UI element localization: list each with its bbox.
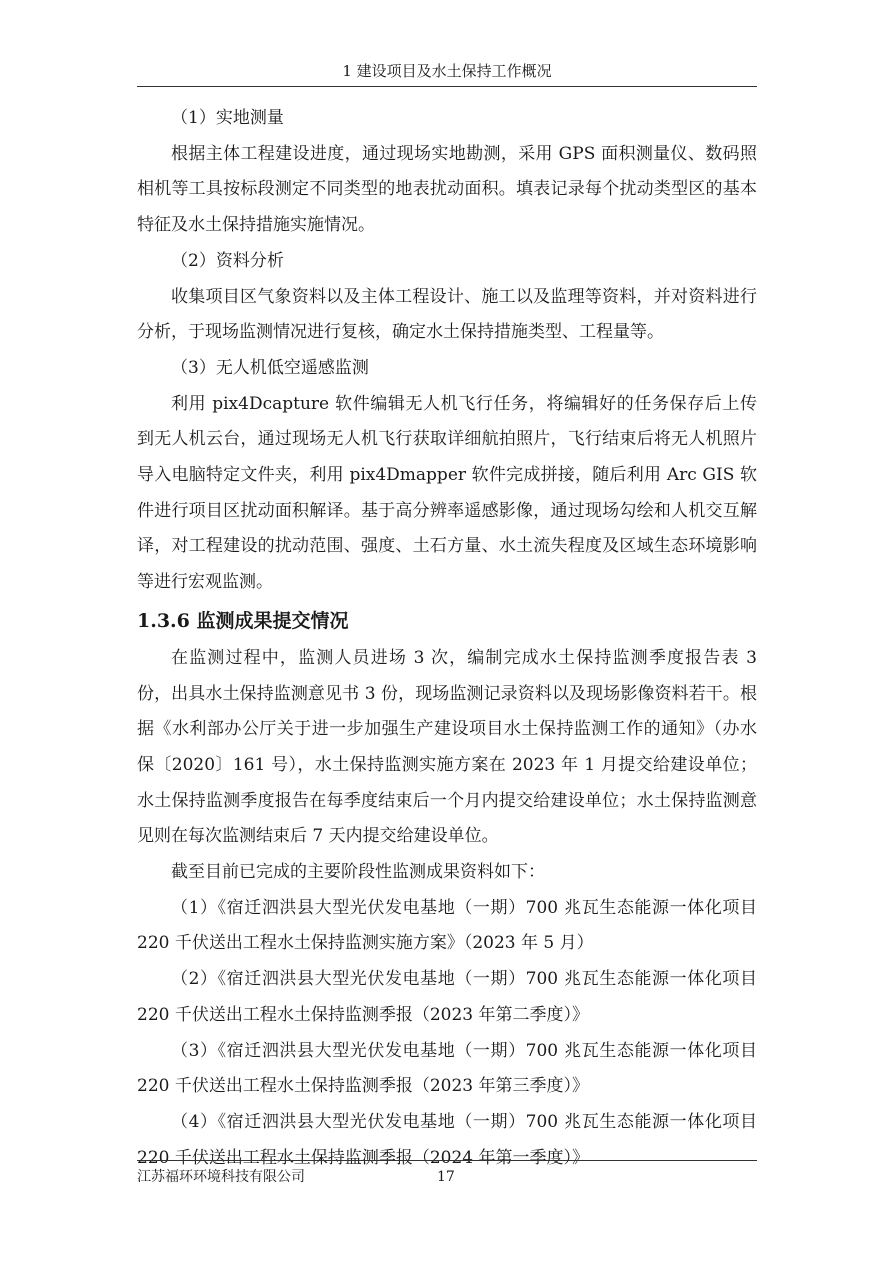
list-item-result-3: （3）《宿迁泗洪县大型光伏发电基地（一期）700 兆瓦生态能源一体化项目 220 千伏送出工程水土保持监测季报（2023 年第三季度）》: [137, 1040, 757, 1097]
paragraph-field-survey: 根据主体工程建设进度，通过现场实地勘测，采用 GPS 面积测量仪、数码照相机等工具按标段测定不同类型的地表扰动面积。填表记录每个扰动类型区的基本特征及水土保持措施实施情况。: [137, 143, 757, 236]
subsection-title-field-survey: （1）实地测量: [171, 108, 284, 128]
running-header: 1 建设项目及水土保持工作概况: [342, 62, 552, 80]
list-item-result-2: （2）《宿迁泗洪县大型光伏发电基地（一期）700 兆瓦生态能源一体化项目 220 千伏送出工程水土保持监测季报（2023 年第二季度）》: [137, 969, 757, 1025]
paragraph-results-intro: 截至目前已完成的主要阶段性监测成果资料如下：: [171, 862, 545, 883]
paragraph-submission-overview: 在监测过程中，监测人员进场 3 次，编制完成水土保持监测季度报告表 3 份，出具水土保持监测意见书 3 份，现场监测记录资料以及现场影像资料若干。根据《水利部办公厅关于进一步加强生产建设项目水土保持监测工作的通知》（办水保〔2020〕161 号），水土保持监测实施方案在 2023 年 1 月提交给建设单位；水土保持监测季度报告在每季度结束后一个月内提交给建设单位；水土保持监测意见则在每次监测结束后 7 天内提交给建设单位。: [137, 647, 757, 847]
footer-company-name: 江苏福环环境科技有限公司: [137, 1169, 305, 1185]
list-item-result-4: （4）《宿迁泗洪县大型光伏发电基地（一期）700 兆瓦生态能源一体化项目 220 千伏送出工程水土保持监测季报（2024 年第一季度）》: [137, 1111, 757, 1168]
paragraph-data-analysis: 收集项目区气象资料以及主体工程设计、施工以及监理等资料，并对资料进行分析，于现场监测情况进行复核，确定水土保持措施类型、工程量等。: [137, 286, 757, 343]
paragraph-uav-monitoring: 利用 pix4Dcapture 软件编辑无人机飞行任务，将编辑好的任务保存后上传到无人机云台，通过现场无人机飞行获取详细航拍照片，飞行结束后将无人机照片导入电脑特定文件夹，利用 pix4Dmapper 软件完成拼接，随后利用 Arc GIS 软件进行项目区扰动面积解译。基于高分辨率遥感影像，通过现场勾绘和人机交互解译，对工程建设的扰动范围、强度、土石方量、水土流失程度及区域生态环境影响等进行宏观监测。: [137, 393, 757, 593]
subsection-title-data-analysis: （2）资料分析: [171, 250, 284, 271]
list-item-result-1: （1）《宿迁泗洪县大型光伏发电基地（一期）700 兆瓦生态能源一体化项目 220 千伏送出工程水土保持监测实施方案》（2023 年 5 月）: [137, 897, 757, 954]
page-body: [137, 101, 757, 1176]
subsection-title-uav-monitoring: （3）无人机低空遥感监测: [171, 357, 369, 378]
footer-divider: [137, 1160, 757, 1161]
page-number: 17: [437, 1169, 455, 1185]
header-divider: [137, 86, 757, 87]
section-heading-1-3-6: 1.3.6 监测成果提交情况: [137, 609, 349, 632]
